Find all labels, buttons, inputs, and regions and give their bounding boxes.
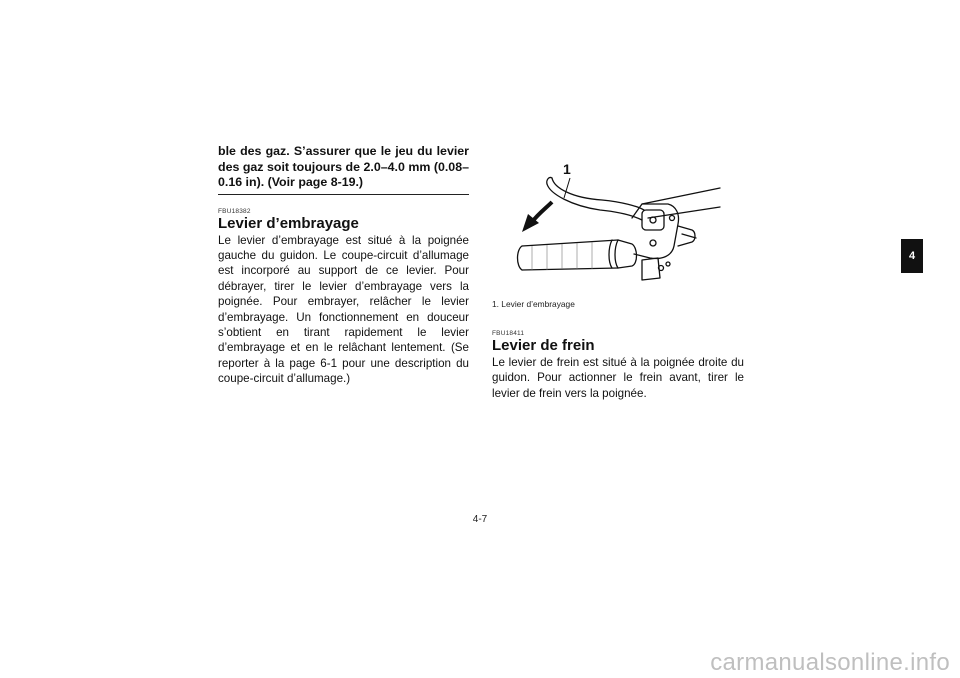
section-code: FBU18382 xyxy=(218,207,251,215)
right-column xyxy=(492,160,744,401)
clutch-lever-illustration xyxy=(492,160,744,295)
figure-caption: 1. Levier d’embrayage xyxy=(492,299,575,309)
page-number: 4-7 xyxy=(472,514,488,525)
section-code: FBU18411 xyxy=(492,330,525,337)
callout-number: 1 xyxy=(563,161,571,177)
left-column xyxy=(218,144,469,387)
brake-lever-heading: Levier de frein xyxy=(492,337,595,354)
brake-lever-body: Le levier de frein est situé à la poignée droite du guidon. Pour actionner le frein avant, tirer le levier de frein vers la poignée. xyxy=(492,356,744,400)
handlebar-drawing xyxy=(492,160,744,295)
watermark: carmanualsonline.info xyxy=(710,649,950,676)
clutch-lever-body: Le levier d’embrayage est situé à la poignée gauche du guidon. Le coupe-circuit d’allumage est incorporé au support de ce levier. Pour débrayer, tirer le levier d’embrayage vers la poignée. Pour embrayer, relâcher le levier d’embrayage. Un fonctionnement en douceur s’obtient en tirant rapidement le levier d’embrayage et en le relâchant lentement. (Se reporter à la page 6-1 pour une description du coupe-circuit d’allumage.) xyxy=(218,233,469,386)
clutch-lever-heading: Levier d’embrayage xyxy=(218,214,359,232)
chapter-tab: 4 xyxy=(901,239,923,273)
intro-text: ble des gaz. S’assurer que le jeu du levier des gaz soit toujours de 2.0–4.0 mm (0.08–0.16 in). (Voir page 8-19.) xyxy=(218,144,469,189)
divider xyxy=(218,194,469,195)
